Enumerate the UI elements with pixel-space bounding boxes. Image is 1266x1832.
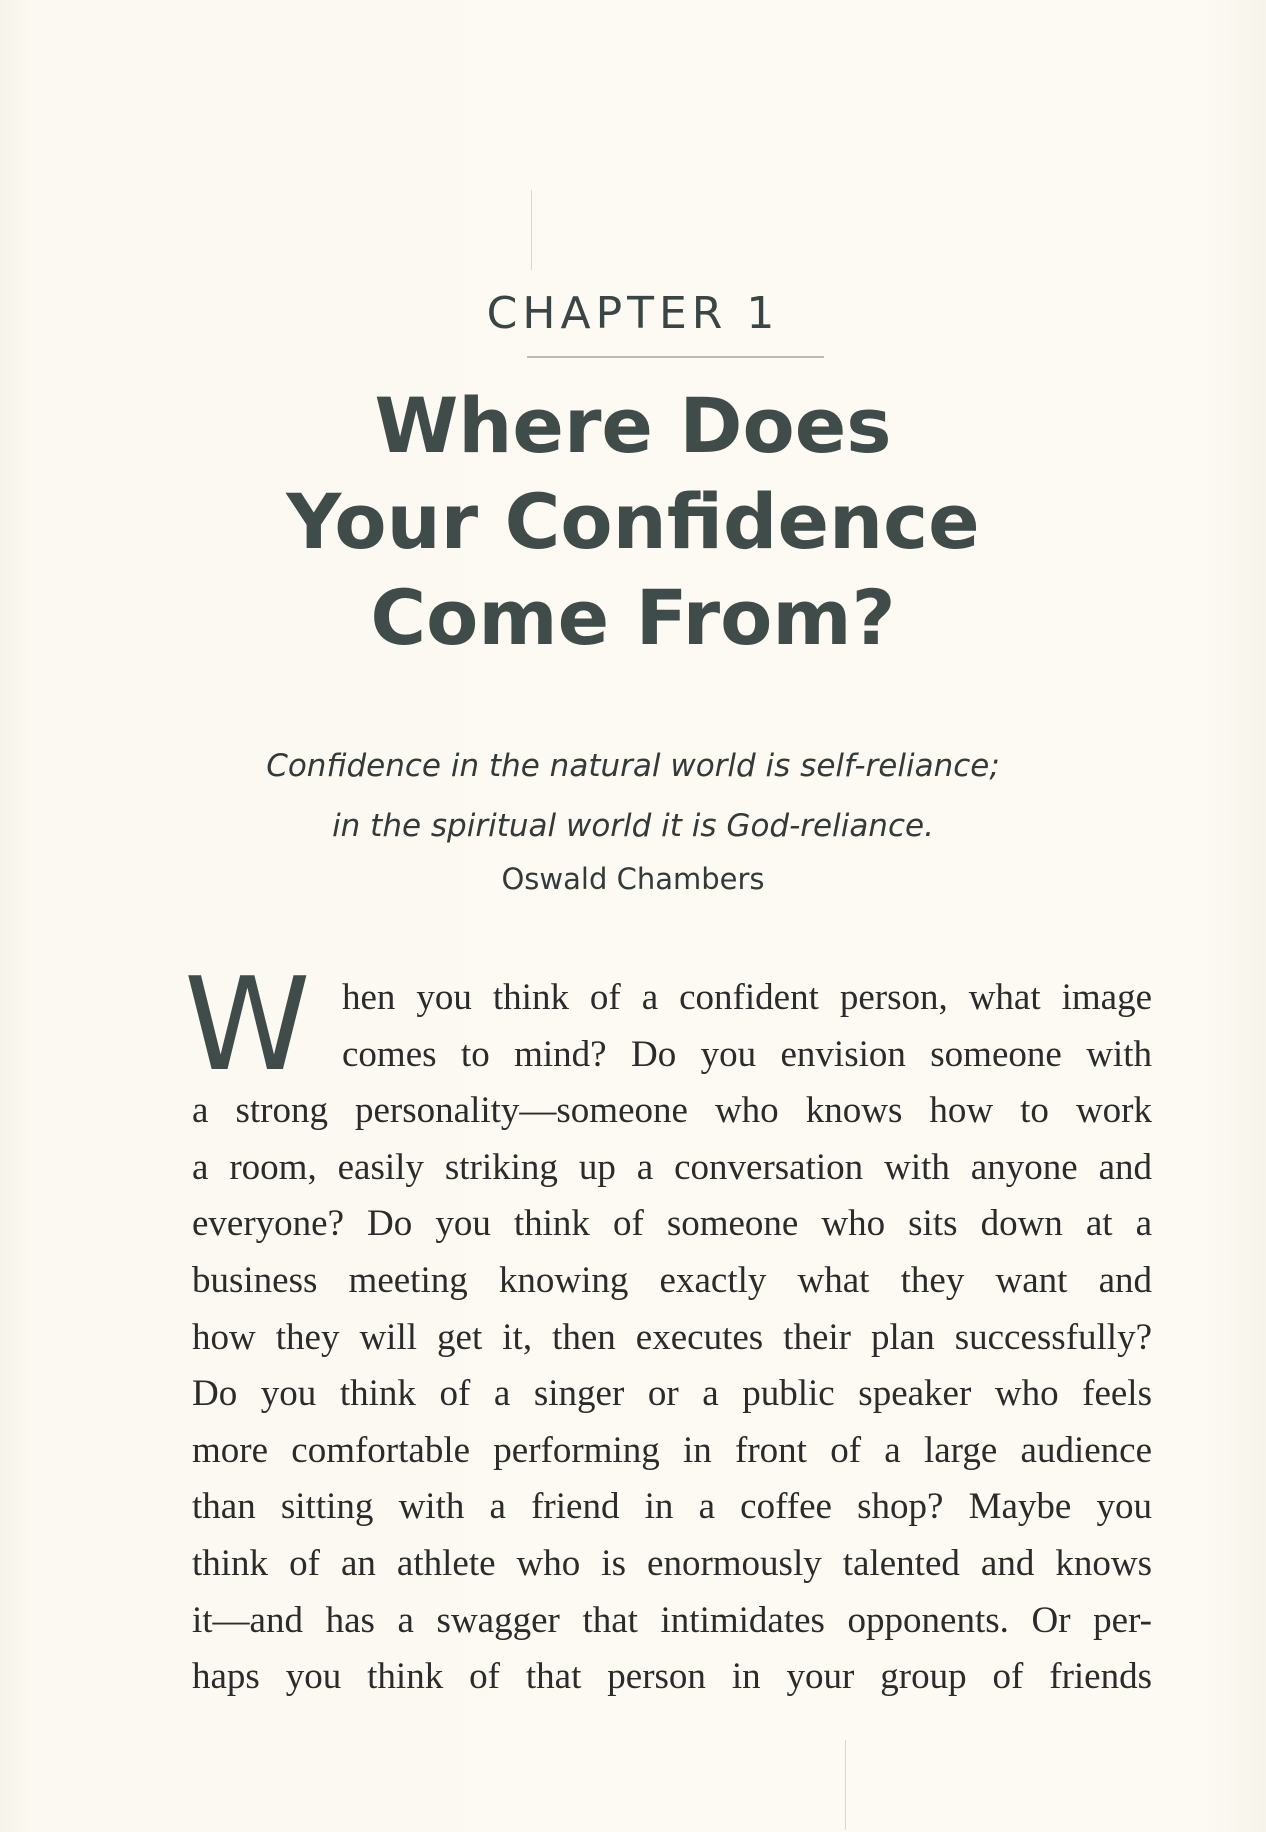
body-line: it—and has a swagger that intimidates opponents. Or per- (192, 1599, 1152, 1641)
body-line: haps you think of that person in your group of friends (192, 1656, 1152, 1698)
body-line: a room, easily striking up a conversation with anyone and (192, 1146, 1152, 1188)
epigraph-line: in the spiritual world it is God-reliance. (332, 808, 934, 844)
drop-cap: W (184, 951, 311, 1100)
chapter-rule (527, 356, 824, 358)
body-line: more comfortable performing in front of a large audience (192, 1429, 1152, 1471)
chapter-label: CHAPTER 1 (486, 288, 780, 339)
body-line: comes to mind? Do you envision someone with (342, 1033, 1152, 1075)
body-paragraph (192, 970, 1152, 1706)
scan-artifact-line (845, 1740, 846, 1830)
body-line: than sitting with a friend in a coffee shop? Maybe you (192, 1486, 1152, 1528)
body-line: business meeting knowing exactly what they want and (192, 1259, 1152, 1301)
body-line: a strong personality—someone who knows how to work (192, 1090, 1152, 1132)
epigraph-line: Confidence in the natural world is self-reliance; (266, 748, 1000, 784)
chapter-title-line: Your Confidence (286, 477, 980, 566)
body-line: Do you think of a singer or a public speaker who feels (192, 1373, 1152, 1415)
body-line: hen you think of a confident person, what image (342, 977, 1152, 1018)
epigraph-quote (0, 736, 1266, 856)
body-line: everyone? Do you think of someone who sits down at a (192, 1203, 1152, 1245)
chapter-title-line: Where Does (374, 381, 892, 470)
epigraph-author: Oswald Chambers (501, 862, 765, 896)
chapter-title (0, 378, 1266, 666)
scan-artifact-line (531, 190, 532, 270)
body-line: think of an athlete who is enormously talented and knows (192, 1542, 1152, 1584)
body-line: how they will get it, then executes their plan successfully? (192, 1316, 1152, 1358)
chapter-title-line: Come From? (370, 573, 896, 662)
